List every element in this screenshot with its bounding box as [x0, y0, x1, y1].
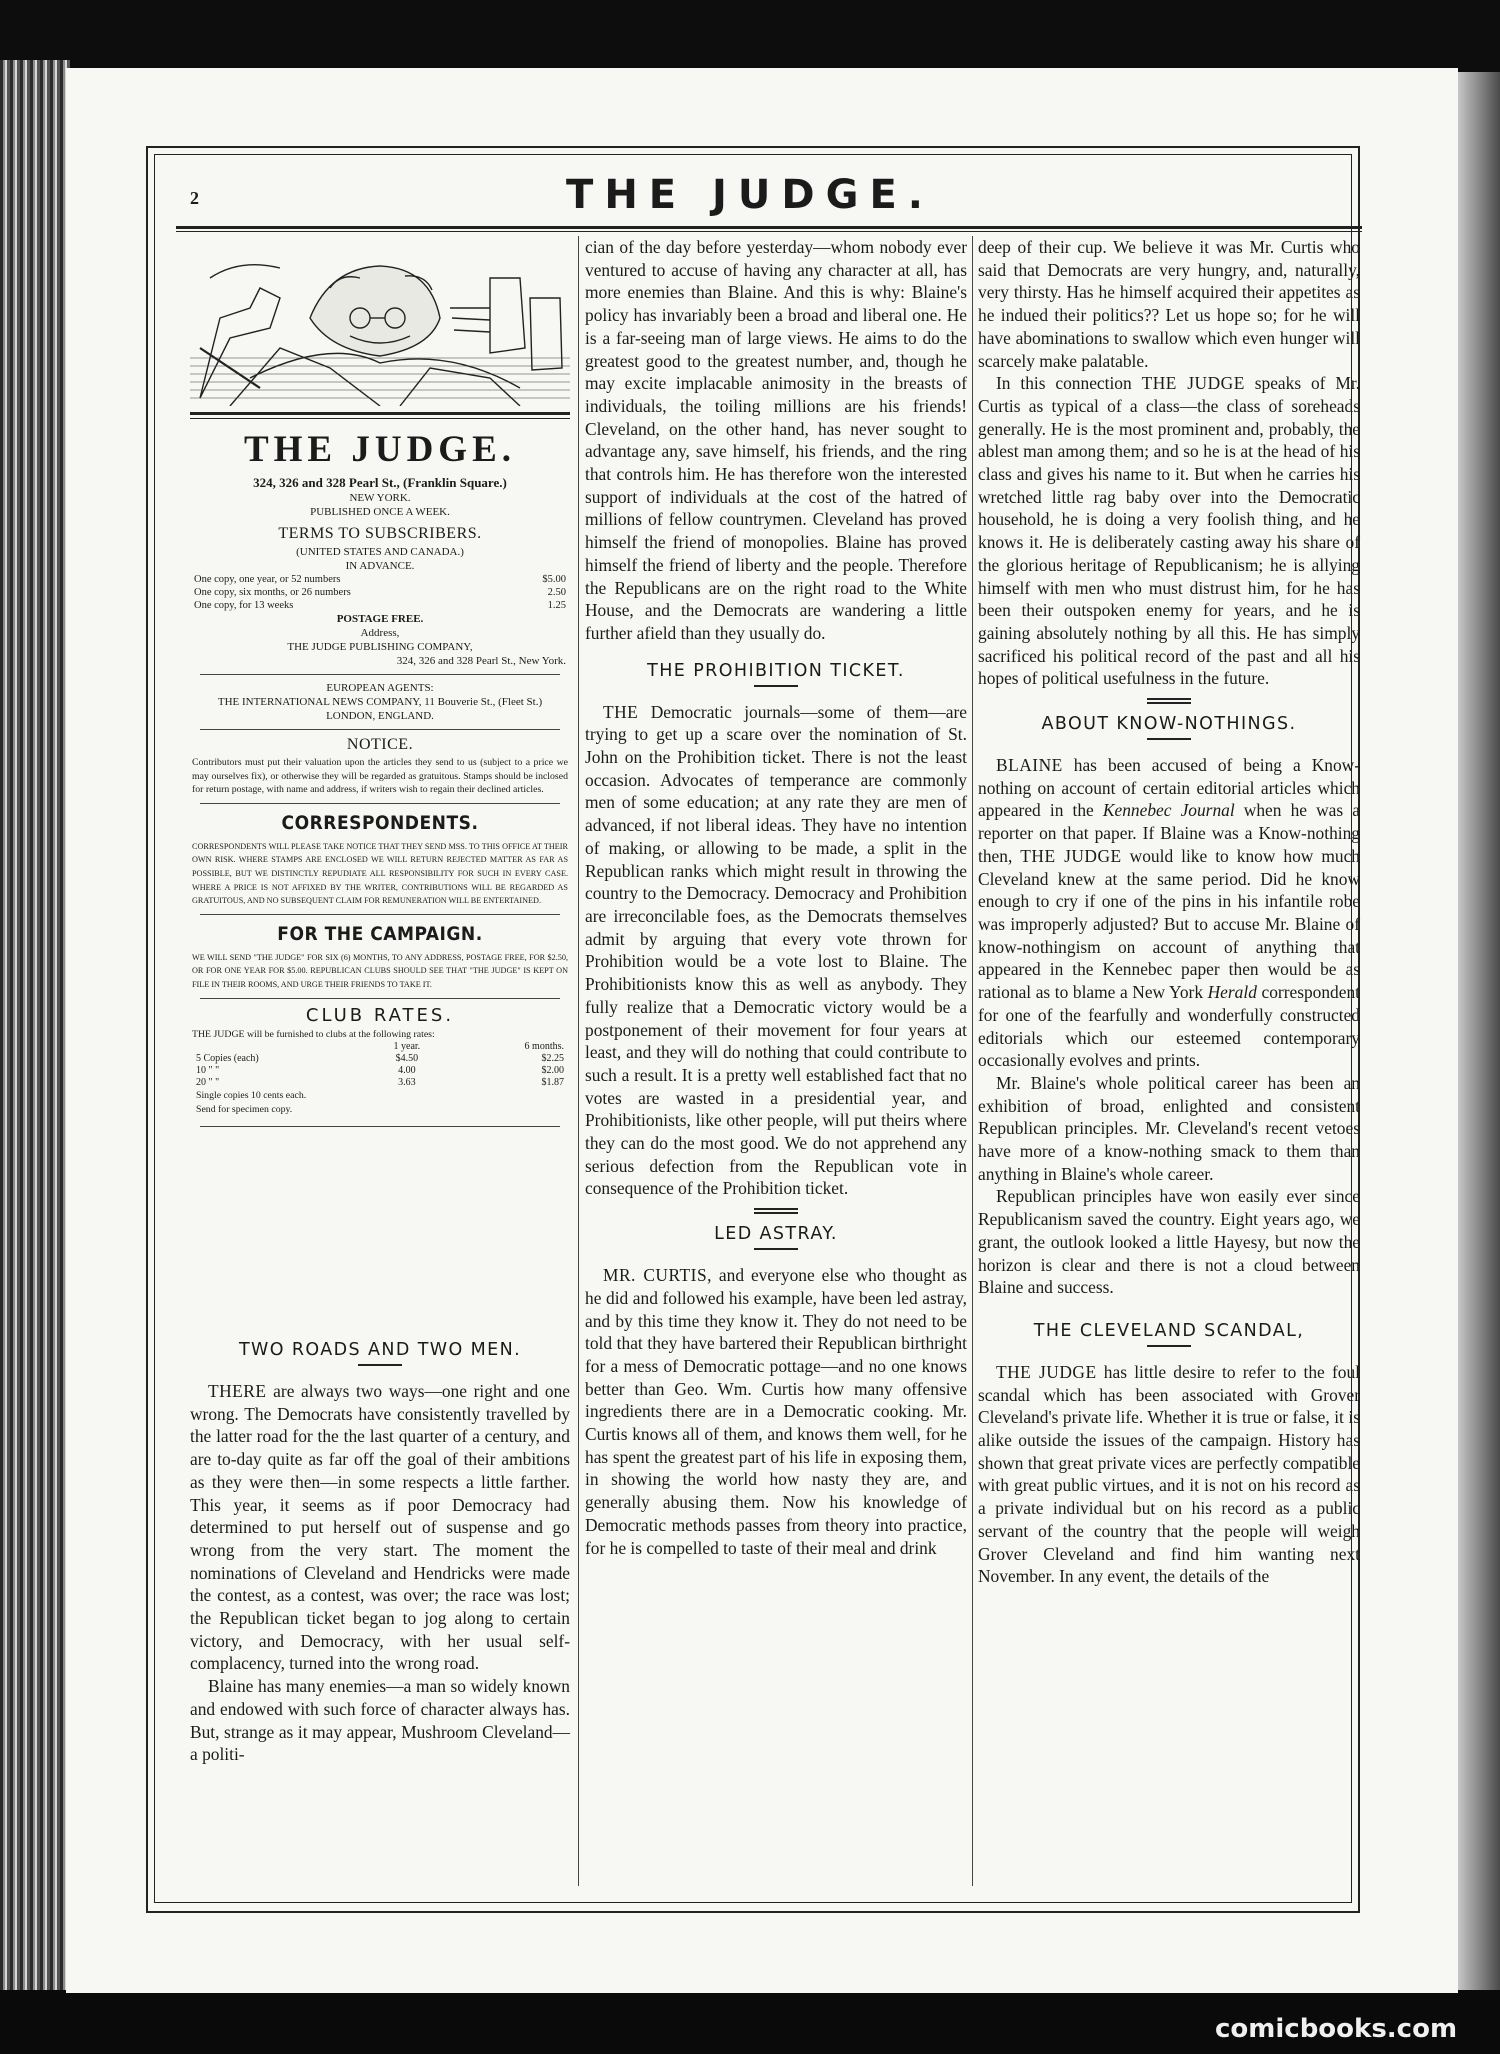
paragraph: cian of the day before yesterday—whom nobody ever ventured to accuse of having any character at all, has more enemies than Blaine. And this is why: Blaine's policy has invariably been a broad and liberal one. He is a far-seeing man of large views. He aims to do the greatest good to the greatest number, and, though he may excite implacable animosity in the breasts of individuals, the toiling millions are his friends! Cleveland, on the other hand, has never sought to advantage any, save himself, his friends, and the ring that controls him. He has therefore won the interested support of individuals at the cost of the hatred of millions of fellow countrymen. Cleveland has proved himself the friend of monopolies. Blaine has proved himself the friend of liberty and the people. Therefore the Republicans are on the right road to the White House, and the Democrats are wandering a little further afield than they usually do. — [585, 237, 967, 643]
article-body — [978, 754, 1360, 1299]
divider — [200, 729, 560, 730]
column-3 — [978, 236, 1360, 1588]
postage-note: POSTAGE FREE. — [336, 613, 424, 625]
paragraph-text: Democratic journals—some of them—are trying to get up a scare over the nomination of St. John on the Prohibition ticket. There is not the least occasion. Advocates of temperance are commonly men of some education; at any rate they are men of advanced, if not liberal ideas. They have no intention of making, or allowing to be made, a split in the Republican ranks which might result in throwing the country to the Democracy. Democracy and Prohibition are irreconcilable foes, as the Democrats themselves admit by arguing that every vote thrown for Prohibition would be a vote lost to Blaine. The Prohibitionists know this as well as anybody. They fully realize that a Democratic victory would be a postponement of their movement for four years at least, and they will do nothing that could contribute to such a result. It is a pretty well established fact that no votes are wasted in a presidential year, and Prohibitionists, like other people, will put theirs where they can do the most good. We do not apprehend any serious defection from the Republican vote in consequence of the Prohibition ticket. — [585, 701, 967, 1199]
lead-word: THE — [603, 701, 639, 722]
club-row-six: $1.87 — [541, 1077, 564, 1089]
article-heading: ABOUT KNOW-NOTHINGS. — [1041, 714, 1297, 735]
agents-heading: EUROPEAN AGENTS: — [326, 682, 434, 694]
heading-rule — [754, 685, 798, 687]
club-row-six: $2.00 — [541, 1065, 564, 1077]
article-body — [190, 1380, 570, 1766]
club-col-six: 6 months. — [524, 1041, 564, 1053]
lead-word: THE JUDGE — [996, 1361, 1097, 1382]
publication-name: THE JUDGE — [1141, 373, 1245, 394]
article-body — [585, 701, 967, 1200]
column-divider-2 — [972, 236, 973, 1886]
club-row-year: 4.00 — [398, 1065, 416, 1077]
logo-rule-thin — [190, 418, 570, 419]
table-row — [190, 1053, 570, 1065]
terms-sub: (UNITED STATES AND CANADA.) — [296, 546, 464, 558]
header-rule-thin — [176, 231, 1362, 232]
agents-line2: LONDON, ENGLAND. — [326, 710, 434, 722]
lead-word: MR. CURTIS, — [603, 1265, 712, 1286]
heading-rule — [1147, 738, 1191, 740]
article-body-continued — [978, 236, 1360, 690]
club-rates-heading: CLUB RATES. — [305, 1004, 455, 1026]
masthead-title: THE JUDGE. — [566, 172, 934, 218]
price-value: 1.25 — [547, 600, 566, 611]
price-label: One copy, for 13 weeks — [194, 600, 294, 611]
notice-heading: NOTICE. — [346, 736, 414, 753]
divider — [200, 674, 560, 675]
club-rates-table — [190, 1041, 570, 1089]
price-row — [190, 573, 570, 586]
paragraph: Mr. Blaine's whole political career has been an exhibition of broad, enlighted and consistent Republican principles. Mr. Cleveland's recent vetoes have more of a know-nothing smack to them than anything in Blaine's whole career. — [978, 1072, 1360, 1184]
article-heading: THE CLEVELAND SCANDAL, — [1033, 1320, 1305, 1341]
notice-text: Contributors must put their valuation upon the articles they send to us (subject to a price we may ourselves fix), or otherwise they will be regarded as gratuitous. Stamps should be inclosed for return postage, with name and address, if writers wish to regain their declined articles. — [192, 757, 568, 796]
company-name: THE JUDGE PUBLISHING COMPANY, — [287, 641, 473, 653]
price-row — [190, 599, 570, 612]
page-right-edge — [1455, 72, 1500, 1992]
book-binding-edge — [0, 60, 70, 1990]
info-title: THE JUDGE. — [243, 429, 517, 470]
company-address: 324, 326 and 328 Pearl St., New York. — [396, 655, 566, 667]
club-row-label: 10 " " — [196, 1065, 220, 1077]
paragraph-text: would like to know how much Cleveland knew at the same period. Did he know enough to cry if one of the pins in his infantile robe was improperly adjusted? But to accuse Mr. Blaine of know-nothingism on account of anything that appeared in the Kennebec paper then would be as rational as to blame a New York — [978, 845, 1360, 1003]
lead-word: THERE — [208, 1381, 267, 1401]
divider — [200, 914, 560, 915]
correspondents-heading: CORRESPONDENTS. — [281, 811, 479, 834]
heading-rule — [754, 1248, 798, 1250]
info-address: 324, 326 and 328 Pearl St., (Franklin Square.) — [253, 475, 507, 490]
paragraph-text: has little desire to refer to the foul scandal which has been associated with Grover Cleveland's private life. Whether it is true or false, it is alike outside the issues of the campaign. History has shown that great private vices are perfectly compatible with great public virtues, and it is not on his record as a private individual but on his record as a public servant of the country that the people will weigh Grover Cleveland and find him wanting next November. In any event, the details of the — [978, 1361, 1360, 1587]
price-label: One copy, six months, or 26 numbers — [194, 587, 351, 598]
club-row-six: $2.25 — [541, 1053, 564, 1065]
article-heading: TWO ROADS AND TWO MEN. — [238, 1340, 522, 1360]
agents-line1: THE INTERNATIONAL NEWS COMPANY, 11 Bouverie St., (Fleet St.) — [217, 696, 543, 708]
club-row-label: 20 " " — [196, 1077, 220, 1089]
paragraph-text: when he was a reporter on that paper. If Blaine was a Know-nothing then, — [978, 800, 1360, 866]
column-2 — [585, 236, 967, 1559]
paragraph-text: correspondent for one of the fearfully and wonderfully constructed editorials which our esteemed contemporary occasionally evolves and prints. — [978, 982, 1361, 1071]
info-city: NEW YORK. — [349, 492, 411, 504]
paragraph: Blaine has many enemies—a man so widely known and endowed with such force of character always has. But, strange as it may appear, Mushroom Cleveland—a politi- — [190, 1676, 570, 1765]
section-divider — [754, 1208, 798, 1214]
correspondents-text: CORRESPONDENTS WILL PLEASE TAKE NOTICE THAT THEY SEND MSS. TO THIS OFFICE AT THEIR OWN RISK. WHERE STAMPS ARE ENCLOSED WE WILL RETURN REJECTED MATTER AS FAR AS POSSIBLE, BUT WE DISTINCTLY REPUDIATE ALL RESPONSIBILITY FOR SUCH IN EVERY CASE. WHERE A PRICE IS NOT AFFIXED BY THE WRITER, CONTRIBUTIONS WILL BE REGARDED AS GRATUITOUS, AND NO SUBSEQUENT CLAIM FOR REMUNERATION WILL BE ENTERTAINED. — [192, 841, 568, 906]
table-row — [190, 1065, 570, 1077]
paragraph-text: and everyone else who thought as he did and followed his example, have been led astray, and by this time they know it. They do not need to be told that they have bartered their Republican birthright for a mess of Democratic pottage—and no one knows better than Geo. Wm. Curtis how many offensive ingredients there are in a Democratic cooking. Mr. Curtis knows all of them, and knows them well, for he has spent the greatest part of his life in exposing them, in showing the world how nasty they are, and generally abusing them. Now his knowledge of Democratic methods passes from theory into practice, for he is compelled to taste of their meal and drink — [585, 1265, 967, 1558]
scan-top-border — [0, 0, 1500, 72]
club-single: Single copies 10 cents each. — [196, 1090, 307, 1102]
heading-rule — [1147, 1345, 1191, 1347]
header-rule — [176, 226, 1362, 229]
price-row — [190, 586, 570, 599]
paragraph-text: are always two ways—one right and one wrong. The Democrats have consistently travelled by the latter road for the the last quarter of a century, and are to-day quite as far off the goal of their ambitions as they were then—in some respects a little farther. This year, it seems as if poor Democracy had determined to put herself out of suspense and go wrong from the very start. The moment the nominations of Cleveland and Hendricks were made the contest, as a contest, was over; the race was lost; the Republican ticket began to jog along to certain victory, and Democracy, with her usual self-complacency, turned into the wrong road. — [190, 1381, 570, 1674]
page-number: 2 — [190, 188, 199, 208]
club-col-year: 1 year. — [393, 1041, 421, 1053]
paragraph: Republican principles have won easily ever since Republicanism saved the country. Eight years ago, we grant, the outlook looked a little Hayesy, but now the horizon is clear and there is not a cloud between Blaine and success. — [978, 1186, 1360, 1298]
article-two-roads — [190, 1340, 570, 1766]
paragraph-text: speaks of Mr. Curtis as typical of a class—the class of soreheads generally. He is the most prominent and, probably, the ablest man among them; and so he is at the head of his class and gives his name to it. But when he carries his wretched little rag baby over into the Democratic household, he is doing a very foolish thing, and he knows it. He is deliberately casting away his share of the glorious heritage of Republicanism; he is allying himself with men who must distrust him, for he has been their outspoken enemy for years, and he is gaining absolutely nothing by all this. He has simply sacrificed his political record of the past and all his hopes of political usefulness in the future. — [978, 373, 1360, 689]
price-value: $5.00 — [542, 574, 566, 585]
logo-rule — [190, 412, 570, 415]
club-row-year: 3.63 — [398, 1077, 416, 1089]
campaign-heading: FOR THE CAMPAIGN. — [277, 922, 483, 945]
table-row — [190, 1077, 570, 1089]
paragraph: deep of their cup. We believe it was Mr. Curtis who said that Democrats are very hungry, and, naturally, very thirsty. Has he himself acquired their appetites as he indued their politics?? Let us hope so; for he will have abominations to swallow which even hunger will scarcely make palatable. — [978, 237, 1360, 371]
address-label: Address, — [360, 627, 400, 639]
paragraph-text: has been accused of being a Know-nothing on account of certain editorial articles which appeared in the — [978, 755, 1360, 821]
publication-info-box — [190, 424, 570, 1133]
price-value: 2.50 — [547, 587, 566, 598]
club-row-label: 5 Copies (each) — [196, 1053, 259, 1065]
price-label: One copy, one year, or 52 numbers — [194, 574, 341, 585]
article-heading: LED ASTRAY. — [714, 1224, 838, 1245]
club-specimen: Send for specimen copy. — [196, 1103, 293, 1115]
club-row-year: $4.50 — [395, 1053, 419, 1065]
publication-name: THE JUDGE — [1020, 845, 1122, 866]
terms-heading: TERMS TO SUBSCRIBERS. — [278, 525, 482, 542]
column-divider-1 — [578, 236, 579, 1886]
club-intro: THE JUDGE will be furnished to clubs at the following rates: — [192, 1028, 435, 1040]
divider — [200, 1126, 560, 1127]
judge-illustration — [190, 238, 570, 406]
section-divider — [1147, 698, 1191, 704]
campaign-text: WE WILL SEND "THE JUDGE" FOR SIX (6) MONTHS, TO ANY ADDRESS, POSTAGE FREE, FOR $2.50, OR FOR ONE YEAR FOR $5.00. REPUBLICAN CLUBS SHOULD SEE THAT "THE JUDGE" IS KEPT ON FILE IN THEIR ROOMS, AND URGE THEIR FRIENDS TO TAKE IT. — [192, 952, 568, 989]
divider — [200, 998, 560, 999]
article-heading: THE PROHIBITION TICKET. — [647, 660, 905, 681]
publication-name: Herald — [1207, 982, 1257, 1003]
paragraph-text: In this connection — [996, 373, 1142, 394]
publication-name: Kennebec Journal — [1102, 800, 1235, 821]
article-body — [585, 1264, 967, 1559]
table-row — [190, 1041, 570, 1053]
article-body — [978, 1361, 1360, 1588]
lead-word: BLAINE — [996, 755, 1063, 776]
watermark: comicbooks.com — [1215, 2014, 1458, 2044]
terms-advance: IN ADVANCE. — [345, 560, 415, 572]
heading-rule — [358, 1364, 402, 1366]
article-body-continued — [585, 236, 967, 645]
divider — [200, 803, 560, 804]
info-published: PUBLISHED ONCE A WEEK. — [310, 506, 450, 518]
